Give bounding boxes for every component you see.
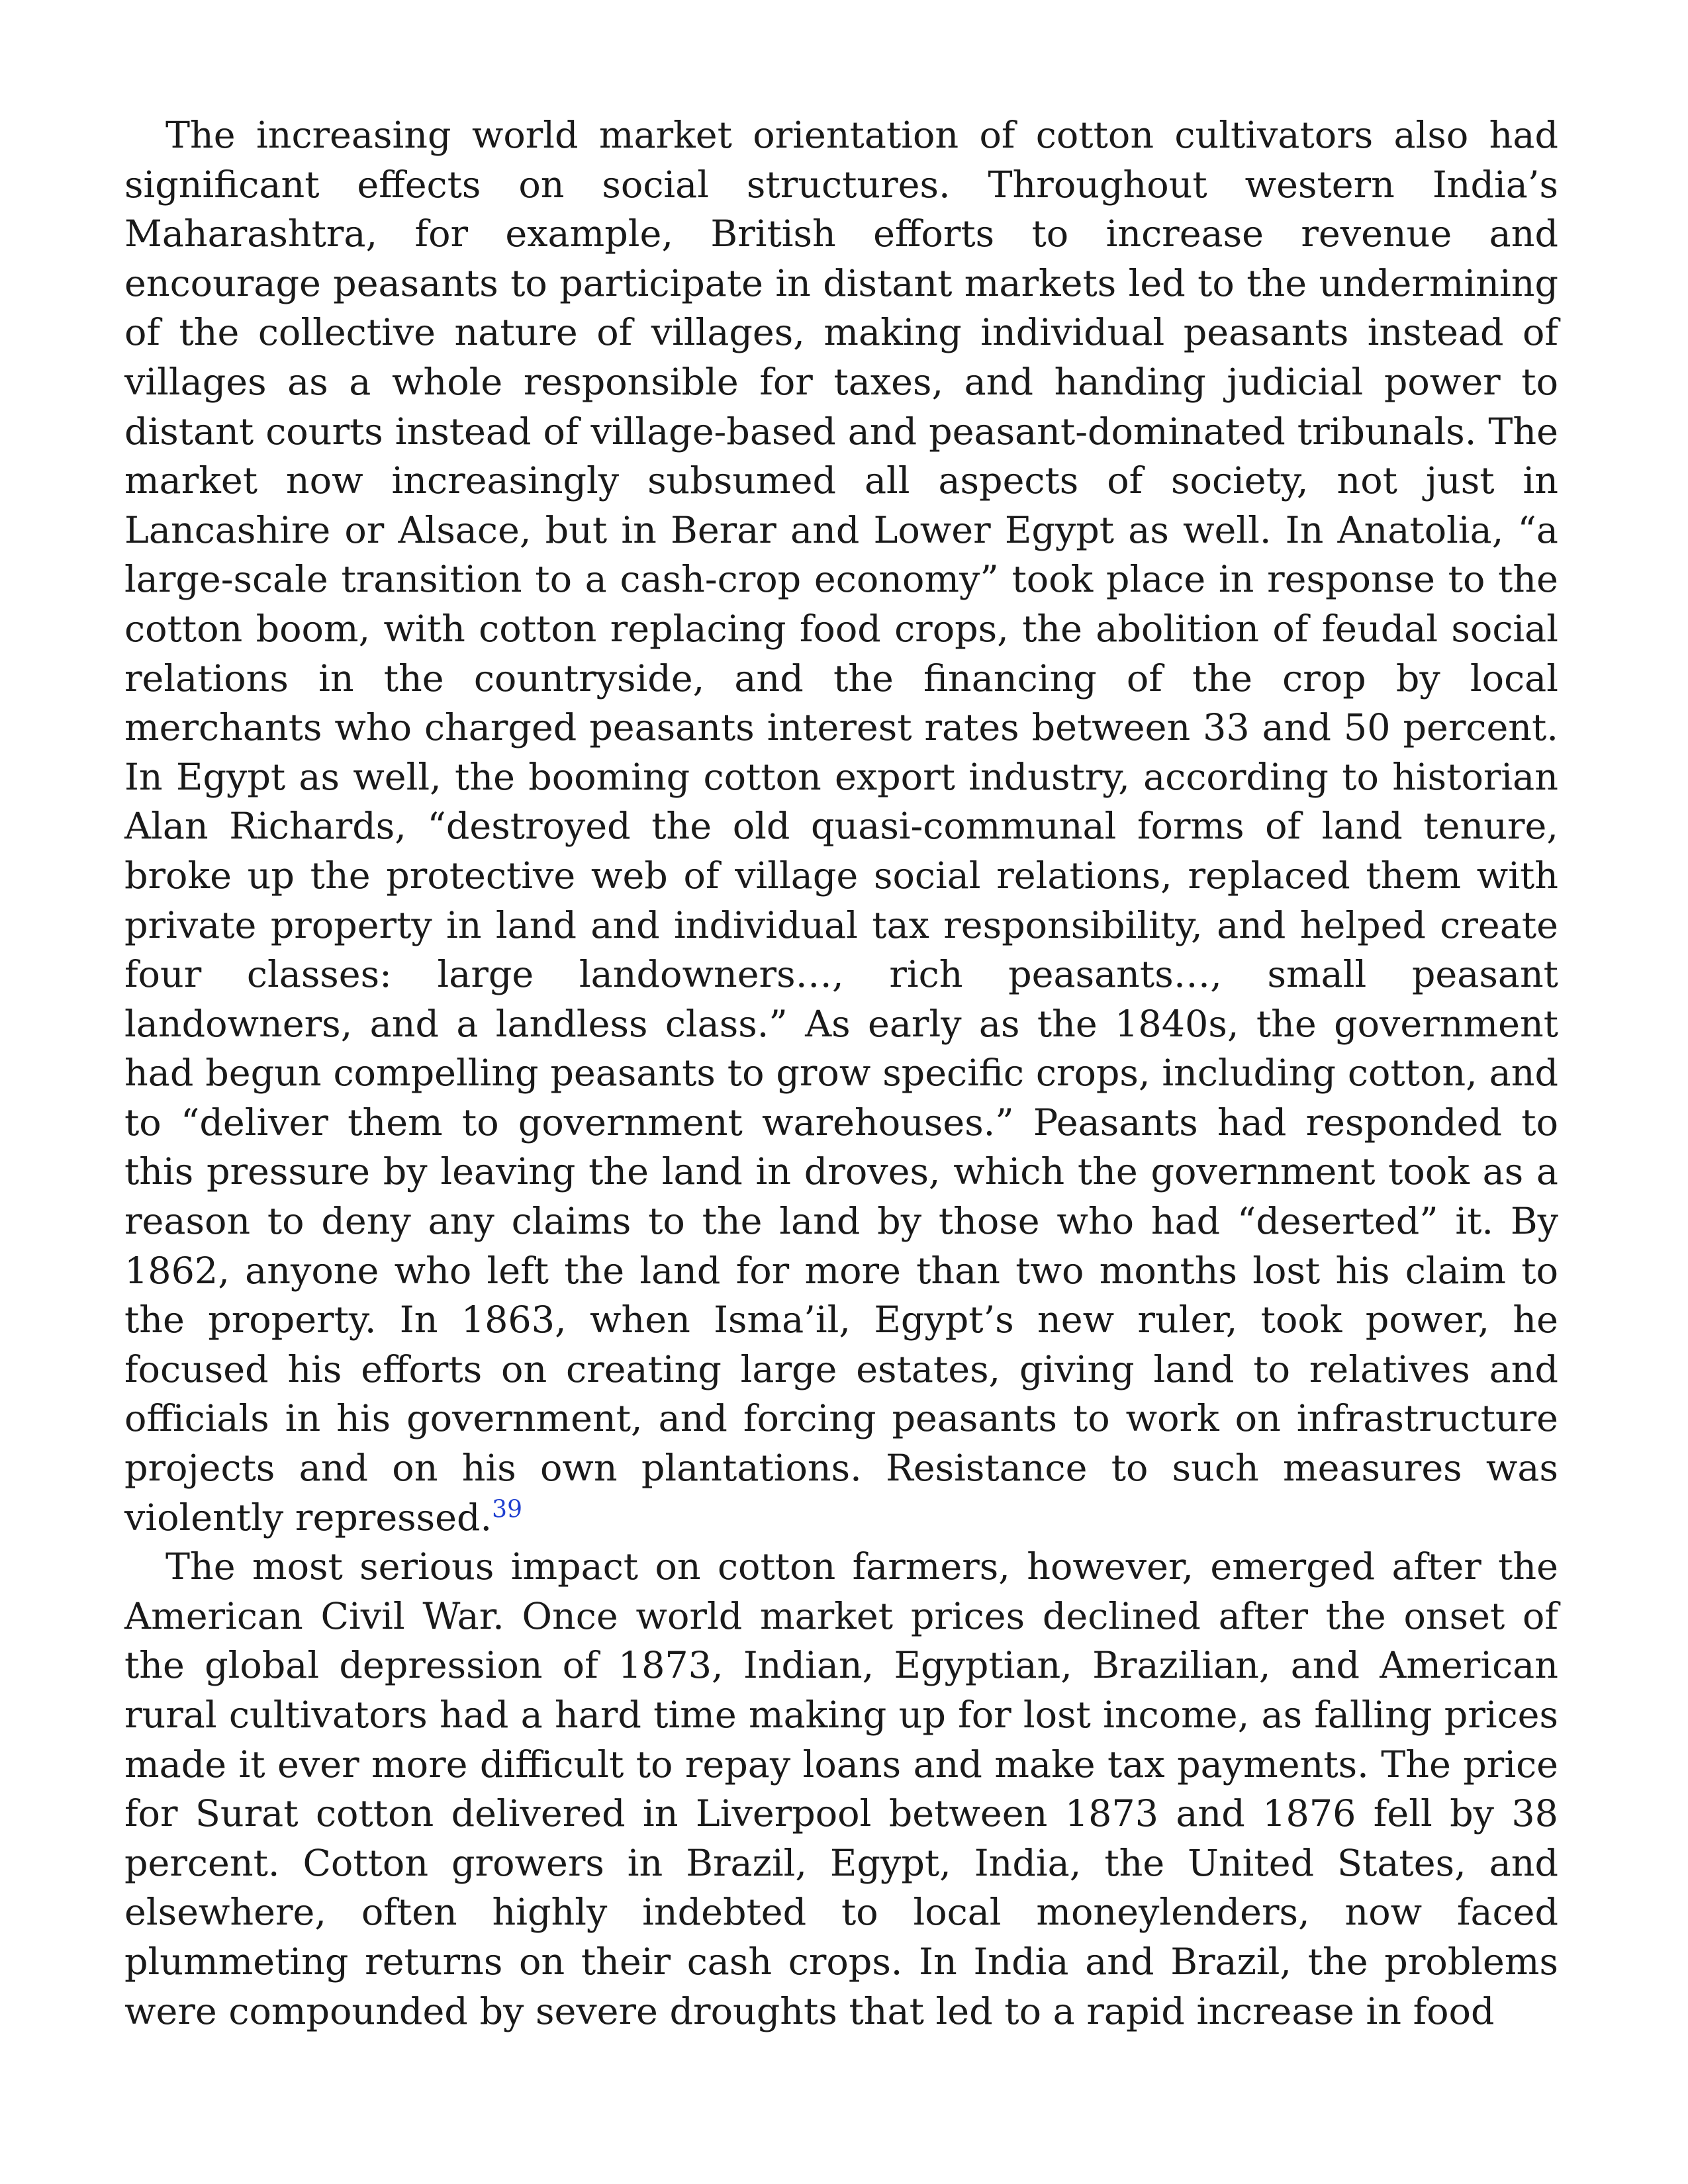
paragraph-1 [124, 111, 1558, 1543]
paragraph-1-text: The increasing world market orientation of cotton cultivators also had significant effects on social structures. Throughout western India’s Maharashtra, for example, British efforts to increase revenue and encourage peasants to participate in distant markets led to the undermining of the collective nature of villages, making individual peasants instead of villages as a whole responsible for taxes, and handing judicial power to distant courts instead of village-based and peasant-dominated tribunals. The market now increasingly subsumed all aspects of society, not just in Lancashire or Alsace, but in Berar and Lower Egypt as well. In Anatolia, “a large-scale transition to a cash-crop economy” took place in response to the cotton boom, with cotton replacing food crops, the abolition of feudal social relations in the countryside, and the financing of the crop by local merchants who charged peasants interest rates between 33 and 50 percent. In Egypt as well, the booming cotton export industry, according to historian Alan Richards, “destroyed the old quasi-communal forms of land tenure, broke up the protective web of village social relations, replaced them with private property in land and individual tax responsibility, and helped create four classes: large landowners…, rich peasants…, small peasant landowners, and a landless class.” As early as the 1840s, the government had begun compelling peasants to grow specific crops, including cotton, and to “deliver them to government warehouses.” Peasants had responded to this pressure by leaving the land in droves, which the government took as a reason to deny any claims to the land by those who had “deserted” it. By 1862, anyone who left the land for more than two months lost his claim to the property. In 1863, when Isma’il, Egypt’s new ruler, took power, he focused his efforts on creating large estates, giving land to relatives and officials in his government, and forcing peasants to work on infrastructure projects and on his own plantations. Resistance to such measures was violently repressed. [124, 114, 1558, 1539]
paragraph-2 [124, 1543, 1558, 2036]
footnote-reference-link[interactable]: 39 [492, 1496, 522, 1524]
page-body [124, 111, 1558, 2036]
paragraph-2-text: The most serious impact on cotton farmers, however, emerged after the American Civil War. Once world market prices declined after the onset of the global depression of 1873, Indian, Egyptian, Brazilian, and American rural cultivators had a hard time making up for lost income, as falling prices made it ever more difficult to repay loans and make tax payments. The price for Surat cotton delivered in Liverpool between 1873 and 1876 fell by 38 percent. Cotton growers in Brazil, Egypt, India, the United States, and elsewhere, often highly indebted to local moneylenders, now faced plummeting returns on their cash crops. In India and Brazil, the problems were compounded by severe droughts that led to a rapid increase in food [124, 1545, 1558, 2033]
